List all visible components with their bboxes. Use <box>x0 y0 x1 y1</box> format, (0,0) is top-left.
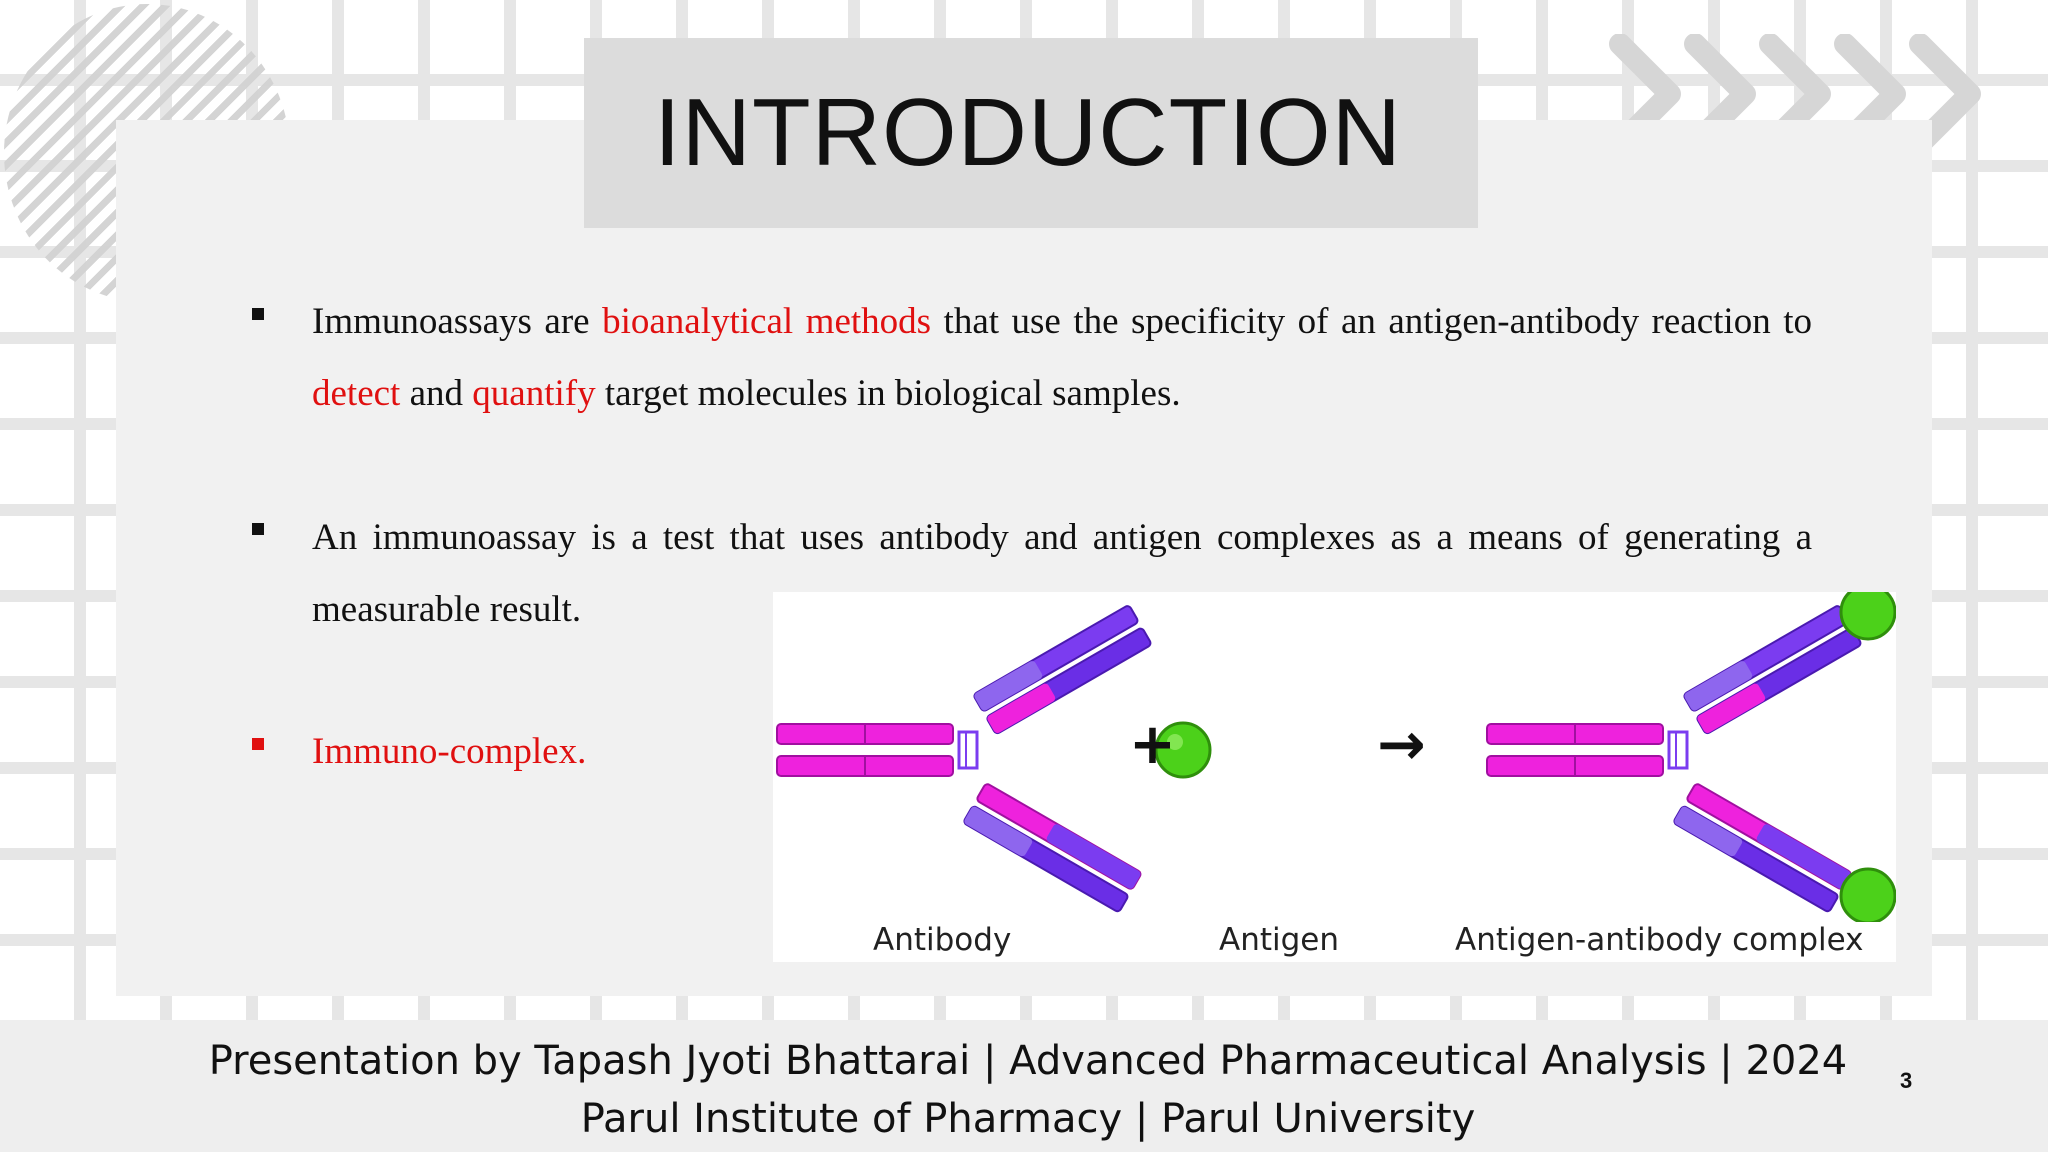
title-box <box>584 38 1478 228</box>
footer-line-1: Presentation by Tapash Jyoti Bhattarai | Advanced Pharmaceutical Analysis | 2024 <box>208 1038 1848 1084</box>
highlight-detect: detect <box>312 373 401 414</box>
bullet-text-2: An immunoassay is a test that uses antibody and antigen complexes as a means of generating a measurable result. <box>312 517 1812 630</box>
bullet1-seg: that use the specificity of an antigen-antibody reaction to <box>931 301 1812 342</box>
label-antigen: Antigen <box>1219 922 1340 958</box>
antibody-antigen-diagram <box>773 592 1896 962</box>
arrow-operator: → <box>1377 710 1426 778</box>
footer-line-2: Parul Institute of Pharmacy | Parul University <box>580 1096 1476 1142</box>
diagram-graphic <box>773 592 1896 922</box>
page-number: 3 <box>1900 1068 1913 1093</box>
slide-title: INTRODUCTION <box>654 79 1402 186</box>
bullet-marker <box>252 523 264 535</box>
bullet-marker-red <box>252 738 264 750</box>
bullet-text-immuno-complex: Immuno-complex. <box>312 731 587 772</box>
antibody-left <box>777 605 1152 913</box>
bullet1-seg: target molecules in biological samples. <box>595 373 1181 414</box>
bullet-text-1 <box>312 286 1812 430</box>
label-antibody: Antibody <box>873 922 1012 958</box>
highlight-bioanalytical-methods: bioanalytical methods <box>602 301 932 342</box>
bullet-marker <box>252 308 264 320</box>
highlight-quantify: quantify <box>472 373 596 414</box>
plus-operator: + <box>1129 712 1176 777</box>
label-complex: Antigen-antibody complex <box>1455 922 1864 958</box>
antigen-antibody-complex <box>1487 592 1895 922</box>
bullet1-seg: Immunoassays are <box>312 301 603 342</box>
bullet1-seg: and <box>400 373 473 414</box>
